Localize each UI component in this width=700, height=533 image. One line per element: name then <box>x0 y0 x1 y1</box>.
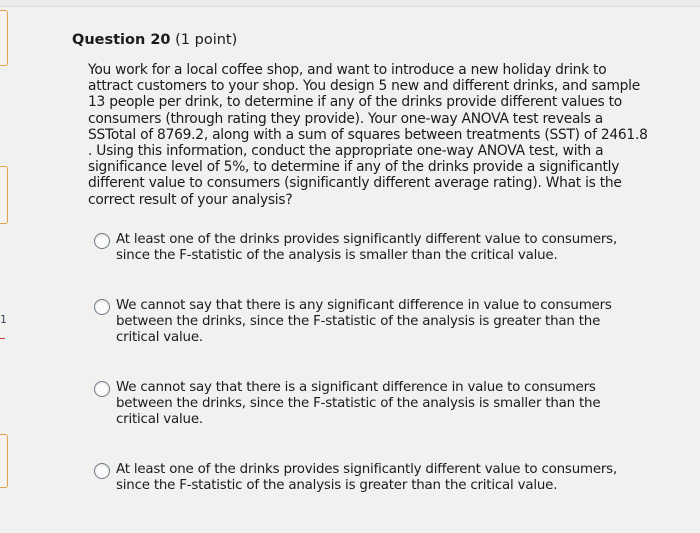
sidebar-marker <box>0 338 5 339</box>
answer-option-label: We cannot say that there is a significant difference in value to consumers between the drinks, since the F-statistic of the analysis is smaller than the critical value. <box>116 379 601 427</box>
sidebar-question-number: 1 <box>0 313 7 326</box>
answer-option-label: At least one of the drinks provides significantly different value to consumers, since the F-statistic of the analysis is smaller than the critical value. <box>116 231 618 263</box>
question-block <box>72 30 652 528</box>
answer-option-1[interactable] <box>94 232 652 264</box>
radio-button-4[interactable] <box>94 463 110 479</box>
next-question-tab[interactable] <box>0 434 8 488</box>
question-points: (1 point) <box>175 32 238 48</box>
answer-option-label: We cannot say that there is any significant difference in value to consumers between the drinks, since the F-statistic of the analysis is greater than the critical value. <box>116 297 612 345</box>
top-border <box>0 0 700 7</box>
answer-option-4[interactable] <box>94 462 652 494</box>
question-text: You work for a local coffee shop, and want to introduce a new holiday drink to attract customers to your shop. You design 5 new and different drinks, and sample 13 people per drink, to determine if any of the drinks provide different values to consumers (through rating they provide). Your one-way ANOVA test reveals a SSTotal of 8769.2, along with a sum of squares between treatments (SST) of 2461.8 . Using this information, conduct the appropriate one-way ANOVA test, with a significance level of 5%, to determine if any of the drinks provide a significantly different value to consumers (significantly different average rating). What is the correct result of your analysis? <box>88 62 648 208</box>
answer-option-2[interactable] <box>94 298 652 346</box>
radio-button-3[interactable] <box>94 381 110 397</box>
question-title: Question 20 <box>72 32 171 48</box>
answer-option-3[interactable] <box>94 380 652 428</box>
side-question-tab[interactable] <box>0 166 8 224</box>
radio-button-1[interactable] <box>94 233 110 249</box>
question-header <box>72 30 652 50</box>
radio-button-2[interactable] <box>94 299 110 315</box>
answer-options <box>72 232 652 494</box>
answer-option-label: At least one of the drinks provides significantly different value to consumers, since the F-statistic of the analysis is greater than the critical value. <box>116 461 618 493</box>
previous-question-tab[interactable] <box>0 10 8 66</box>
